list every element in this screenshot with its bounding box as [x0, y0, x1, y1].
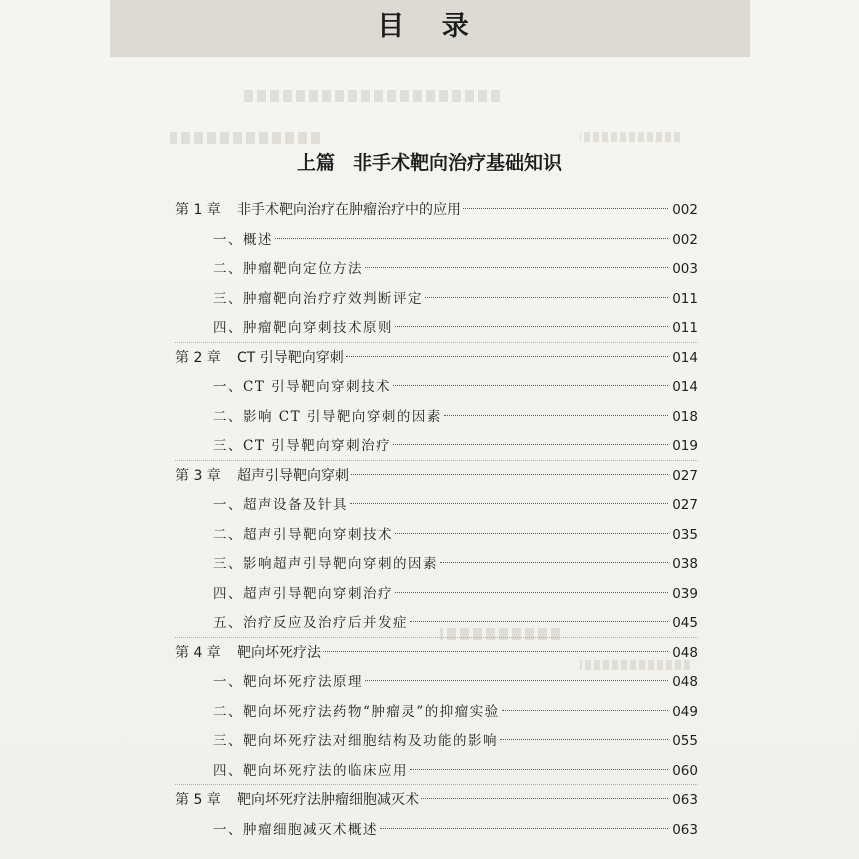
page-number: 011 [672, 320, 698, 336]
dot-leader [440, 562, 668, 563]
toc-section-row[interactable] [213, 581, 698, 607]
header-band [110, 0, 750, 57]
chapter-number: 第 3 章 [175, 467, 221, 484]
dot-leader [393, 385, 668, 386]
page-number: 060 [672, 762, 698, 779]
part-name: 上篇 [296, 152, 335, 174]
dot-leader [502, 710, 668, 711]
toc-section-row[interactable] [213, 374, 698, 400]
toc-chapter-row[interactable] [175, 640, 698, 666]
chapter-divider [175, 784, 698, 785]
page-number: 011 [672, 290, 698, 307]
dot-leader [500, 739, 668, 740]
toc-chapter-row[interactable] [175, 787, 698, 813]
page-number: 014 [672, 379, 698, 395]
dot-leader [395, 326, 668, 327]
toc-section-row[interactable] [213, 551, 698, 577]
page-number: 049 [672, 703, 698, 720]
page-number: 048 [672, 674, 698, 690]
dot-leader [395, 592, 668, 593]
page-title: 目 录 [377, 11, 483, 42]
toc-section-row[interactable] [213, 256, 698, 282]
toc-section-row[interactable] [213, 699, 698, 725]
section-title: 一、CT 引导靶向穿刺技术 [213, 379, 392, 395]
section-title: 二、肿瘤靶向定位方法 [213, 261, 363, 277]
chapter-divider [175, 637, 698, 638]
section-title: 三、靶向坏死疗法对细胞结构及功能的影响 [213, 733, 498, 749]
dot-leader [421, 798, 668, 799]
chapter-number: 第 5 章 [175, 792, 221, 808]
chapter-divider [175, 460, 698, 461]
toc-section-row[interactable] [213, 433, 698, 459]
toc-section-row[interactable] [213, 758, 698, 784]
toc-section-row[interactable] [213, 728, 698, 754]
dot-leader [323, 651, 668, 652]
page-number: 003 [672, 261, 698, 277]
dot-leader [275, 238, 668, 239]
toc-section-row[interactable] [213, 610, 698, 636]
dot-leader [463, 208, 668, 209]
section-title: 二、超声引导靶向穿刺技术 [213, 526, 393, 543]
toc-section-row[interactable] [213, 817, 698, 843]
section-title: 一、靶向坏死疗法原理 [213, 674, 363, 690]
toc-section-row[interactable] [213, 669, 698, 695]
chapter-title: 非手术靶向治疗在肿瘤治疗中的应用 [237, 202, 461, 218]
part-subtitle: 非手术靶向治疗基础知识 [353, 152, 563, 174]
dot-leader [444, 415, 668, 416]
dot-leader [350, 503, 668, 504]
chapter-title: 超声引导靶向穿刺 [237, 467, 349, 484]
dot-leader [365, 680, 668, 681]
toc-section-row[interactable] [213, 315, 698, 341]
dot-leader [380, 828, 668, 829]
page-number: 002 [672, 231, 698, 248]
page-number: 019 [672, 438, 698, 454]
chapter-title: CT 引导靶向穿刺 [237, 349, 344, 366]
chapter-title: 靶向坏死疗法肿瘤细胞减灭术 [237, 792, 419, 808]
section-title: 五、治疗反应及治疗后并发症 [213, 615, 408, 631]
chapter-number: 第 1 章 [175, 202, 221, 218]
page-number: 035 [672, 526, 698, 543]
dot-leader [365, 267, 668, 268]
dot-leader [410, 769, 668, 770]
section-title: 二、影响 CT 引导靶向穿刺的因素 [213, 408, 442, 425]
toc-section-row[interactable] [213, 492, 698, 518]
chapter-number: 第 4 章 [175, 644, 221, 661]
section-title: 四、肿瘤靶向穿刺技术原则 [213, 320, 393, 336]
page-number: 048 [672, 644, 698, 661]
page-number: 038 [672, 556, 698, 572]
section-title: 三、肿瘤靶向治疗疗效判断评定 [213, 290, 423, 307]
section-title: 四、靶向坏死疗法的临床应用 [213, 762, 408, 779]
page-number: 045 [672, 615, 698, 631]
page-number: 027 [672, 497, 698, 513]
chapter-title: 靶向坏死疗法 [237, 644, 321, 661]
toc-section-row[interactable] [213, 404, 698, 430]
dot-leader [395, 533, 668, 534]
section-title: 二、靶向坏死疗法药物“肿瘤灵”的抑瘤实验 [213, 703, 500, 720]
section-title: 三、CT 引导靶向穿刺治疗 [213, 438, 392, 454]
part-heading [0, 148, 859, 175]
section-title: 一、超声设备及针具 [213, 497, 348, 513]
toc-chapter-row[interactable] [175, 197, 698, 223]
dot-leader [393, 444, 668, 445]
section-title: 一、概述 [213, 231, 273, 248]
toc-chapter-row[interactable] [175, 345, 698, 371]
page-number: 039 [672, 585, 698, 602]
dot-leader [425, 297, 668, 298]
dot-leader [346, 356, 668, 357]
page-number: 014 [672, 349, 698, 366]
section-title: 一、肿瘤细胞减灭术概述 [213, 821, 378, 838]
toc-section-row[interactable] [213, 227, 698, 253]
dot-leader [410, 621, 668, 622]
chapter-divider [175, 342, 698, 343]
page-number: 055 [672, 733, 698, 749]
page-number: 063 [672, 821, 698, 838]
page-number: 063 [672, 792, 698, 808]
toc-section-row[interactable] [213, 522, 698, 548]
page-number: 002 [672, 202, 698, 218]
page-number: 018 [672, 408, 698, 425]
dot-leader [351, 474, 668, 475]
page-number: 027 [672, 467, 698, 484]
toc-chapter-row[interactable] [175, 463, 698, 489]
chapter-number: 第 2 章 [175, 349, 221, 366]
section-title: 三、影响超声引导靶向穿刺的因素 [213, 556, 438, 572]
toc-section-row[interactable] [213, 286, 698, 312]
section-title: 四、超声引导靶向穿刺治疗 [213, 585, 393, 602]
